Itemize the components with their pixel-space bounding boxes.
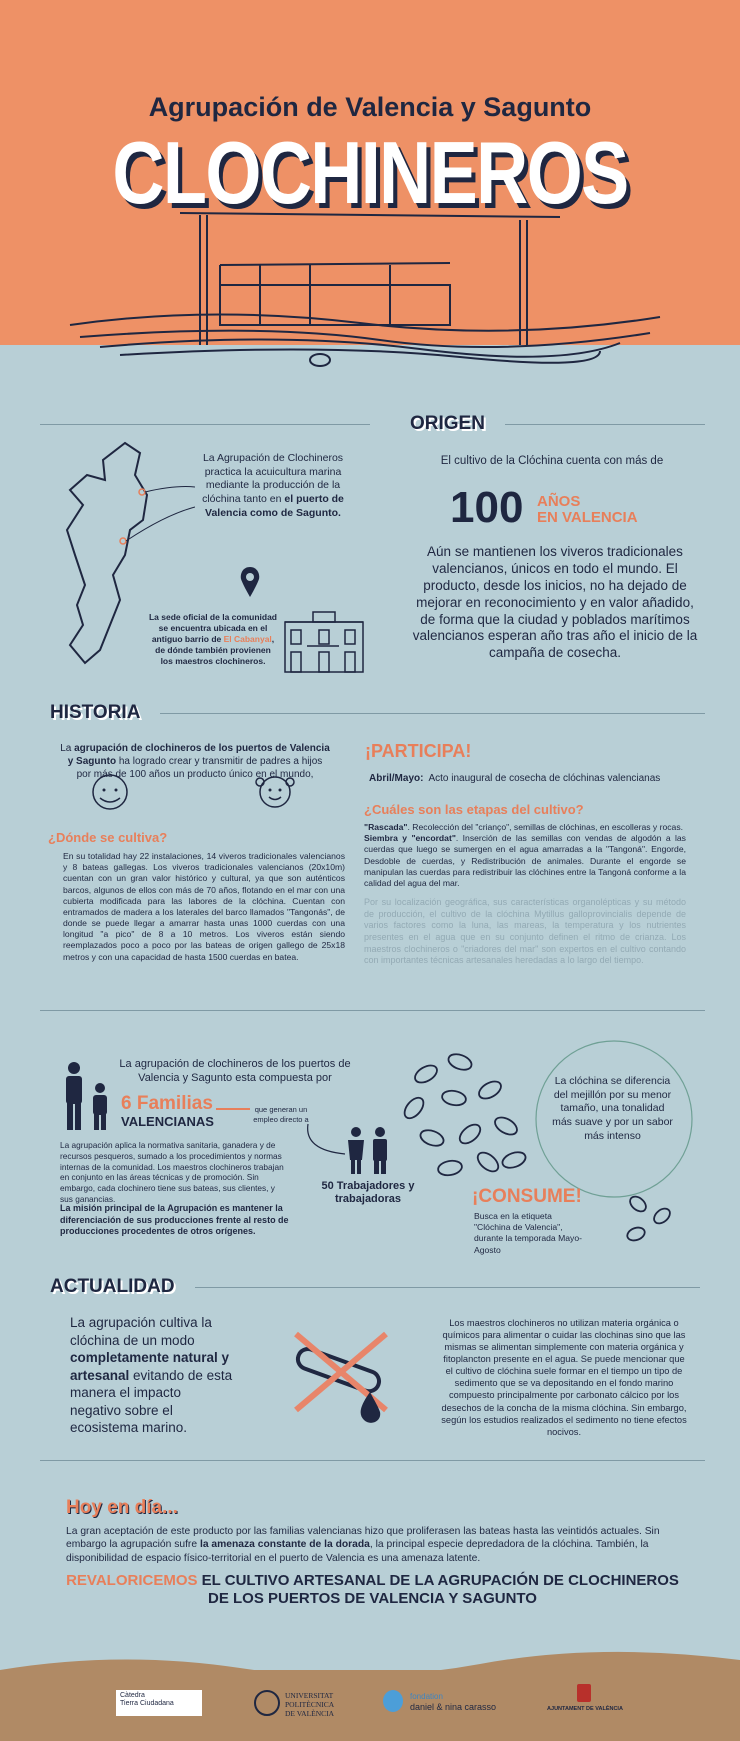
origen-heading: ORIGEN (410, 413, 485, 434)
logo-catedra-tierra-ciudadana[interactable] (116, 1690, 202, 1716)
hoy-heading: Hoy en día... (66, 1497, 178, 1518)
hero-title: CLOCHINEROS (112, 123, 628, 222)
actualidad-left-text (70, 1314, 235, 1437)
cta-line-2: DE LOS PUERTOS DE VALENCIA Y SAGUNTO (208, 1590, 537, 1607)
cta-line-1: EL CULTIVO ARTESANAL DE LA AGRUPACIÓN DE CLOCHINEROS (197, 1572, 679, 1589)
divider (505, 424, 705, 425)
no-chemicals-icon (288, 1330, 398, 1425)
logo1-line2: Tierra Ciudadana (120, 1700, 174, 1708)
etapa-rascada-text: . Recolección del "crianço", semillas de clóchinas, en escolleras y rocas. (407, 822, 684, 832)
actualidad-left-a: La agrupación cultiva la clóchina de un modo (70, 1315, 212, 1348)
cabanyal-text: El Cabanyal (223, 634, 272, 645)
call-to-action (40, 1572, 705, 1608)
etapa-siembra-text: . Inserción de las semillas con vendas de algodón a las cuerdas que luego se sumergen en el agua amarradas a la "Tangoná". Engorde, Desdoble de cuerdas, y Redistribución de animales. Durante el engorde se manipulan las cuerdas para redistribuir las clóchines entre la Tangoná conforme a la calidad del agua del mar. (364, 833, 686, 888)
etapa-siembra: Siembra y "encordat" (364, 833, 456, 844)
arrow-line (216, 1108, 250, 1110)
logo2-line2: POLITÈCNICA (285, 1700, 335, 1709)
historia-intro-text: La (60, 743, 75, 754)
logo-ajuntament[interactable]: AJUNTAMENT DE VALÈNCIA (547, 1706, 623, 1712)
carasso-drop-icon (383, 1690, 403, 1712)
anos-label: AÑOS (537, 493, 581, 510)
valencia-crest-icon (577, 1684, 591, 1702)
participa-heading: ¡PARTICIPA! (365, 741, 472, 761)
clochina-vs-mejillon: La clóchina se diferencia del mejillón por su menor tamaño, una tonalidad más suave y por un sabor más intenso (552, 1075, 673, 1142)
familias-intro: La agrupación de clochineros de los puertos de Valencia y Sagunto esta compuesta por (119, 1058, 351, 1085)
grandfather-face-icon (90, 770, 130, 812)
logo-upv[interactable] (285, 1691, 334, 1718)
participa-text: Acto inaugural de cosecha de clóchinas valencianas (428, 773, 661, 784)
historia-heading: HISTORIA (50, 702, 141, 723)
map-text: La Agrupación de Clochineros practica la acuicultura marina mediante la producción de la clóchina tanto en (202, 452, 344, 505)
hoy-text-a: La gran aceptación de este producto por las familias valencianas hizo que proliferasen las bateas hasta las veintidós actuales. Sin embargo la agrupación sufre (66, 1526, 660, 1551)
participa-line (369, 772, 660, 785)
normativa-text: La agrupación aplica la normativa sanitaria, ganadera y de recursos pesqueros, sumado a los procedimientos y normas internas de la comunidad. Los maestros clochineros trabajan en conjunto en las áreas técnicas y de promoción. Sin embargo, cada clochinero tiene sus bateas, sus clientes, y sus ganancias. (60, 1140, 284, 1204)
origen-body: Aún se mantienen los viveros tradicionales valencianos, únicos en todo el mundo. El producto, desde los inicios, no ha dejado de mejorar en reconocimiento y en valor añadido, de forma que la ciudad y poblados marítimos valencianos esperan año tras año el inicio de la campaña de cosecha. (412, 544, 698, 661)
family-icon (58, 1060, 114, 1132)
location-pin-icon (238, 565, 262, 599)
actualidad-heading: ACTUALIDAD (50, 1276, 175, 1297)
viveros-sketch-illustration (60, 205, 680, 375)
cabanyal-house-illustration (283, 610, 365, 674)
consume-text: Busca en la etiqueta "Clóchina de Valencia", durante la temporada Mayo-Agosto (474, 1211, 582, 1255)
etapas-body (364, 822, 686, 889)
map-description (198, 452, 348, 520)
hero-subtitle: Agrupación de Valencia y Sagunto (148, 92, 592, 122)
mision-text: La misión principal de la Agrupación es mantener la diferenciación de sus producciones frente al resto de producciones procedentes de otros orígenes. (60, 1203, 289, 1237)
seat-description (148, 612, 278, 667)
hoy-text-bold: la amenaza constante de la dorada (199, 1539, 370, 1551)
empleo-text: que generan un empleo directo a (253, 1105, 309, 1124)
historia-intro-end: ha logrado crear y transmitir de padres a hijos por más de 100 años un producto único en el mundo, (76, 756, 323, 780)
logo3-line1: fondation (410, 1692, 443, 1701)
etapa-rascada: "Rascada" (364, 822, 408, 832)
shells-small-icon (620, 1190, 680, 1250)
actualidad-left-bold: completamente natural y artesanal (70, 1350, 230, 1383)
logo2-line3: DE VALÈNCIA (285, 1709, 335, 1718)
workers-count: 50 Trabajadores y trabajadoras (321, 1180, 415, 1206)
cultivo-factors-text: Por su localización geográfica, sus características organolépticas y su método de producción, el cultivo de la clóchina Mytillus galloprovincialis depende de varios factores como la luna, las mareas, la temperatura y los nutrientes presentes en el agua que en su conjunto definen el ritmo de crianza. Los maestros clochineros o "criadores del mar" son expertos en el cultivo contando con importantes técnicas artesanales heredadas a lo largo del tiempo. (364, 897, 686, 966)
familias-count: 6 Familias (121, 1093, 213, 1114)
seat-text: La sede oficial de la comunidad se encuentra ubicada en el antiguo barrio de (148, 612, 277, 645)
consume-heading: ¡CONSUME! (472, 1186, 582, 1207)
seat-text-end: , de dónde también provienen los maestros clochineros. (155, 634, 275, 667)
upv-seal-icon (254, 1690, 280, 1716)
divider (40, 1010, 705, 1011)
divider (195, 1287, 700, 1288)
hoy-text-b: , la principal especie depredadora de la clóchina. También, la disponibilidad de espacio físico-territorial en el puerto de Valencia es una amenaza latente. (66, 1539, 649, 1564)
actualidad-right-text: Los maestros clochineros no utilizan materia orgánica o químicos para alimentar o cuidar las clochinas sino que las mismas se alimentan simplemente con materia orgánica y fitoplancton presente en el agua. Se puede mencionar que el cultivo de clóchina suele formar en el tiempo un tipo de sedimento que se va depositando en el fondo marino compuesto principalmente por carbonato cálcico por los desechos de la concha de la misma clóchina. Sin embargo, según los estudios realizados el sedimento no tiene efectos nocivos. (441, 1318, 687, 1437)
historia-intro-bold: agrupación de clochineros de los puertos de Valencia y Sagunto (67, 743, 330, 767)
logo3-line2: daniel & nina carasso (410, 1701, 497, 1712)
actualidad-left-b: evitando de esta manera el impacto negativo sobre el ecosistema marino. (70, 1367, 233, 1436)
valencianas-label: VALENCIANAS (121, 1114, 214, 1129)
origen-intro: El cultivo de la Clóchina cuenta con más de (440, 455, 664, 467)
child-face-icon (255, 770, 295, 812)
divider (40, 1460, 705, 1461)
donde-heading: ¿Dónde se cultiva? (48, 830, 168, 845)
workers-icon (344, 1126, 392, 1176)
map-text-bold: el puerto de Valencia como de Sagunto. (205, 492, 344, 519)
logo-carasso[interactable] (410, 1692, 496, 1712)
logo1-line1: Càtedra (120, 1692, 145, 1699)
participa-date: Abril/Mayo: (369, 773, 424, 784)
arrow-curve (300, 1120, 350, 1158)
donde-body: En su totalidad hay 22 instalaciones, 14 viveros tradicionales valencianos y 8 bateas gallegas. Los viveros tradicionales valencianos (20x10m) cuentan con un gran valor histórico y cultural, ya que son auténticos barcos, algunos de ellos con más de 70 años, flotando en el mar con una cubierta modificada para las labores de la clóchina. Cuentan con entramados de madera a los laterales del barco llamados "Tangonás", de donde se puede llegar a amarrar hasta unas 1000 cuerdas con una longitud "a pico" de 8 a 10 metros. Los viveros están siendo reemplazados poco a poco por las bateas de origen gallego de 25x18 metros y con una capacidad de hasta 1500 cuerdas en batea. (63, 851, 345, 962)
divider (40, 424, 370, 425)
big-number: 100 (450, 483, 524, 532)
revaloricemos: REVALORICEMOS (66, 1572, 198, 1589)
big-number-label (537, 494, 638, 526)
clochina-shells-icon (402, 1050, 532, 1180)
logo2-line1: UNIVERSITAT (285, 1691, 334, 1700)
divider (160, 713, 705, 714)
en-valencia-label: EN VALENCIA (537, 508, 638, 526)
etapas-heading: ¿Cuáles son las etapas del cultivo? (364, 802, 584, 817)
hoy-text (66, 1525, 698, 1565)
